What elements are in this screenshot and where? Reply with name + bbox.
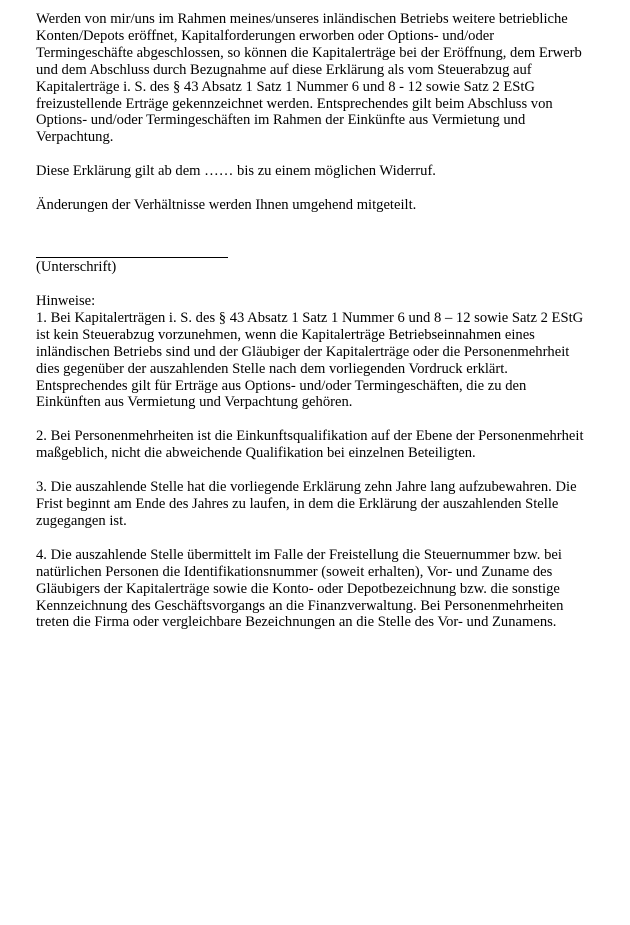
hint-item-3: 3. Die auszahlende Stelle hat die vorliegende Erklärung zehn Jahre lang aufzubewahren. Die Frist beginnt am Ende des Jahres zu laufen, in dem die Erklärung der auszahlenden Stelle zugegangen ist. [36,479,577,529]
hint-item-2: 2. Bei Personenmehrheiten ist die Einkunftsqualifikation auf der Ebene der Personenmehrheit maßgeblich, nicht die abweichende Qualifikation bei einzelnen Beteiligten. [36,428,584,462]
hints-title: Hinweise: [36,292,96,309]
spacer [36,146,608,163]
spacer [36,276,608,293]
document-page [36,11,608,631]
changes-statement: Änderungen der Verhältnisse werden Ihnen umgehend mitgeteilt. [36,197,417,214]
main-paragraph: Werden von mir/uns im Rahmen meines/unseres inländischen Betriebs weitere betriebliche Konten/Depots eröffnet, Kapitalforderungen erworben oder Options- und/oder Termingeschäfte abgeschlossen, so können die Kapitalerträge bei der Eröffnung, dem Erwerb und dem Abschluss durch Bezugnahme auf diese Erklärung als vom Steuerabzug auf Kapitalerträge i. S. des § 43 Absatz 1 Satz 1 Nummer 6 und 8 - 12 sowie Satz 2 EStG freizustellende Erträge gekennzeichnet werden. Entsprechendes gilt beim Abschluss von Options- und/oder Termingeschäften im Rahmen der Einkünfte aus Vermietung und Verpachtung. [36,11,582,146]
spacer [36,530,608,547]
signature-line [36,257,228,258]
signature-label: (Unterschrift) [36,259,117,276]
spacer [36,462,608,479]
validity-statement: Diese Erklärung gilt ab dem …… bis zu einem möglichen Widerruf. [36,163,436,180]
spacer [36,411,608,428]
spacer [36,180,608,197]
spacer [36,214,608,257]
hint-item-4: 4. Die auszahlende Stelle übermittelt im Falle der Freistellung die Steuernummer bzw. bei natürlichen Personen die Identifikationsnummer (soweit erhalten), Vor- und Zuname des Gläubigers der Kapitalerträge sowie die Konto- oder Depotbezeichnung bzw. die sonstige Kennzeichnung des Geschäftsvorgangs an die Finanzverwaltung. Bei Personenmehrheiten treten die Firma oder vergleichbare Bezeichnungen an die Stelle des Vor- und Zunamens. [36,546,564,631]
hint-item-1: 1. Bei Kapitalerträgen i. S. des § 43 Absatz 1 Satz 1 Nummer 6 und 8 – 12 sowie Satz 2 EStG ist kein Steuerabzug vorzunehmen, wenn die Kapitalerträge Betriebseinnahmen eines inländischen Betriebs sind und der Gläubiger der Kapitalerträge oder die Personenmehrheit dies gegenüber der auszahlenden Stelle nach dem vorliegenden Vordruck erklärt. Entsprechendes gilt für Erträge aus Options- und/oder Termingeschäften, die zu den Einkünften aus Vermietung und Verpachtung gehören. [36,309,584,411]
